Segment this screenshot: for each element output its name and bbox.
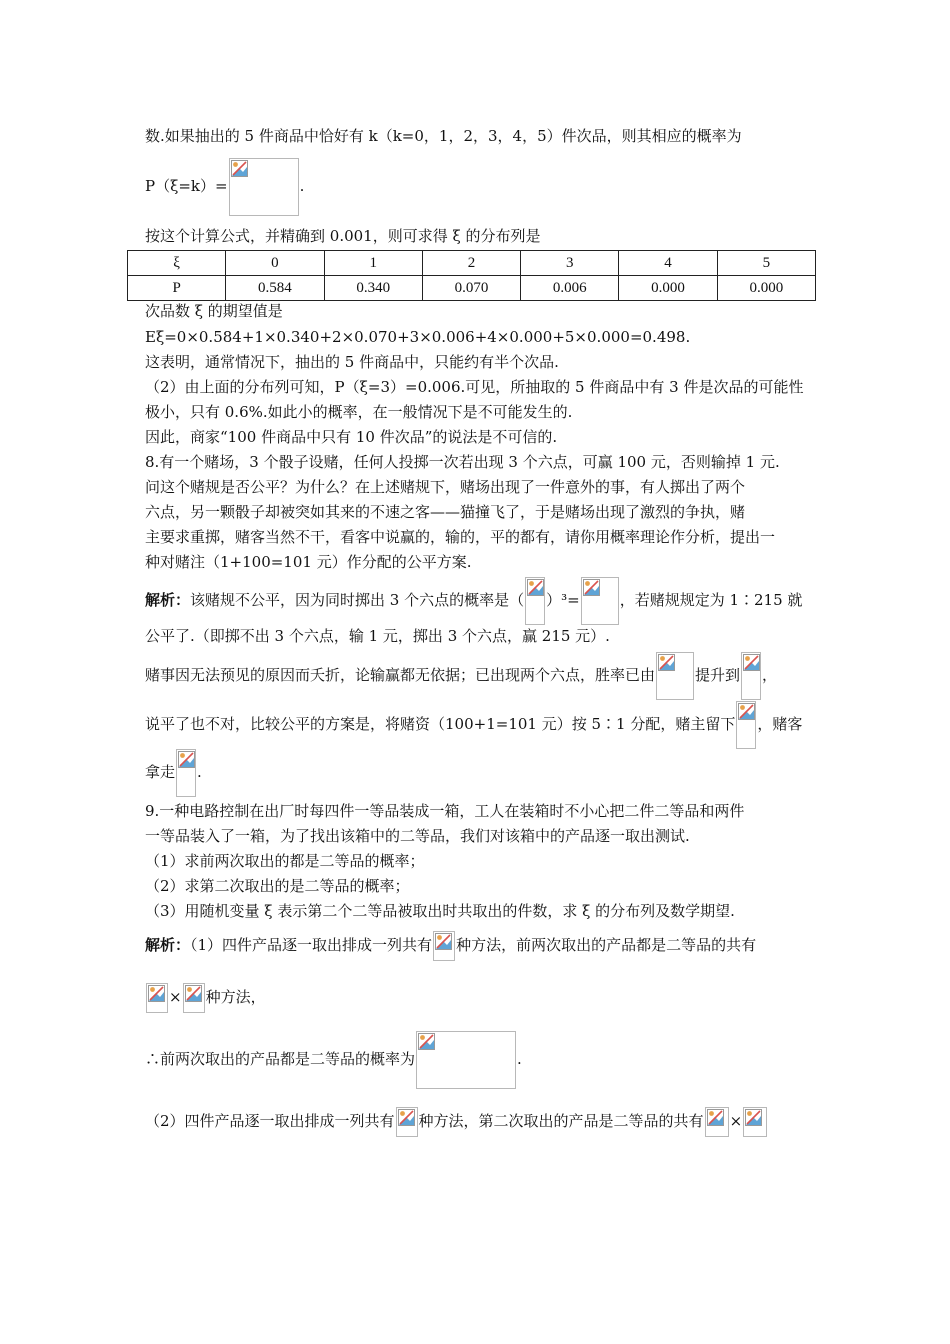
formula-image (656, 652, 694, 700)
formula-image (433, 931, 455, 961)
broken-image-icon (658, 654, 675, 671)
text-fragment: . (197, 763, 202, 781)
text-line: 主要求重掷，赌客当然不干，看客中说赢的，输的，平的都有，请你用概率理论作分析，提出一 (145, 528, 776, 546)
table-cell: 0.584 (226, 276, 324, 301)
text-line: 问这个赌规是否公平？为什么？在上述赌规下，赌场出现了一件意外的事，有人掷出了两个 (145, 478, 746, 496)
text-fragment: ，赌客 (757, 715, 803, 733)
formula-image (176, 749, 196, 797)
broken-image-icon (583, 579, 600, 596)
text-line: 按这个计算公式，并精确到 0.001，则可求得 ξ 的分布列是 (145, 227, 541, 245)
formula-image (146, 983, 168, 1013)
text-line: （2）求第二次取出的是二等品的概率； (145, 877, 410, 895)
text-line: 9.一种电路控制在出厂时每四件一等品装成一箱，工人在装箱时不小心把二件二等品和两件 (145, 802, 745, 820)
formula-image (705, 1107, 729, 1137)
formula-image (743, 1107, 767, 1137)
solution-9-line-4 (145, 1105, 768, 1137)
text-line: 这表明，通常情况下，抽出的 5 件商品中，只能约有半个次品. (145, 353, 559, 371)
text-fragment: 提升到 (695, 666, 741, 684)
text-line: （2）由上面的分布列可知，P（ξ=3）=0.006.可见，所抽取的 5 件商品中有 3 件是次品的可能性 (145, 378, 804, 396)
table-row (128, 251, 816, 276)
formula-image (736, 701, 756, 749)
table-cell: ξ (128, 251, 226, 276)
table-cell: 0 (226, 251, 324, 276)
text-fragment: （2）四件产品逐一取出排成一列共有 (145, 1112, 395, 1130)
broken-image-icon (743, 654, 760, 671)
text-line-pk (145, 157, 304, 216)
table-cell: 4 (619, 251, 717, 276)
formula-image (525, 577, 545, 625)
text-fragment: 种方法， (205, 988, 266, 1006)
table-cell: 3 (521, 251, 619, 276)
text-line: 8.有一个赌场，3 个骰子设赌，任何人投掷一次若出现 3 个六点，可赢 100 元，否则输掉 1 元. (145, 453, 780, 471)
text-fragment: ， (762, 666, 778, 684)
table-cell: 0.000 (717, 276, 815, 301)
text-line: 极小，只有 0.6%.如此小的概率，在一般情况下是不可能发生的. (145, 403, 573, 421)
text-fragment: ∴前两次取出的产品都是二等品的概率为 (145, 1050, 416, 1068)
table-cell: 0.070 (422, 276, 520, 301)
broken-image-icon (738, 703, 755, 720)
solution-9-line-3 (145, 1030, 522, 1089)
solution-label: 解析： (145, 936, 191, 954)
broken-image-icon (418, 1033, 435, 1050)
text-fragment: . (517, 1050, 522, 1068)
text-fragment: ，若赌规规定为 1∶215 就 (619, 591, 803, 609)
solution-9-line-2 (145, 982, 266, 1013)
formula-image (741, 652, 761, 700)
broken-image-icon (148, 985, 165, 1002)
text-fragment: 赌事因无法预见的原因而夭折，论输赢都无依据；已出现两个六点，胜率已由 (145, 666, 656, 684)
text-line: 公平了.（即掷不出 3 个六点，输 1 元，掷出 3 个六点，赢 215 元）. (145, 627, 610, 645)
broken-image-icon (231, 160, 248, 177)
broken-image-icon (398, 1109, 415, 1126)
text-line: 一等品装入了一箱，为了找出该箱中的二等品，我们对该箱中的产品逐一取出测试. (145, 827, 690, 845)
distribution-table (127, 250, 816, 301)
text-line: 六点，另一颗骰子却被突如其来的不速之客——猫撞飞了，于是赌场出现了激烈的争执，赌 (145, 503, 746, 521)
broken-image-icon (185, 985, 202, 1002)
text-fragment: × (729, 1112, 743, 1130)
text-line: 数.如果抽出的 5 件商品中恰好有 k（k=0，1，2，3，4，5）件次品，则其相应的概率为 (145, 127, 742, 145)
solution-9-line-1 (145, 930, 756, 961)
text-fragment: 说平了也不对，比较公平的方案是，将赌资（100+1=101 元）按 5∶1 分配，赌主留下 (145, 715, 736, 733)
table-cell: 1 (324, 251, 422, 276)
broken-image-icon (178, 751, 195, 768)
text-fragment: . (299, 177, 305, 195)
table-cell: 0.000 (619, 276, 717, 301)
text-fragment: 该赌规不公平，因为同时掷出 3 个六点的概率是（ (190, 591, 525, 609)
text-line: （1）求前两次取出的都是二等品的概率； (145, 852, 425, 870)
solution-8-line-1 (145, 576, 802, 625)
text-fragment: × (169, 988, 182, 1006)
table-cell: 5 (717, 251, 815, 276)
formula-image (581, 577, 619, 625)
broken-image-icon (527, 579, 544, 596)
text-fragment: （1）四件产品逐一取出排成一列共有 (190, 936, 433, 954)
text-fragment: 种方法，前两次取出的产品都是二等品的共有 (456, 936, 757, 954)
table-cell: 2 (422, 251, 520, 276)
text-fragment: ）³= (546, 591, 580, 609)
table-cell: 0.006 (521, 276, 619, 301)
text-line: 次品数 ξ 的期望值是 (145, 302, 283, 320)
text-line: Eξ=0×0.584+1×0.340+2×0.070+3×0.006+4×0.000+5×0.000=0.498. (145, 328, 691, 346)
text-fragment: P（ξ=k）= (145, 177, 228, 195)
formula-image (416, 1031, 516, 1089)
table-cell: P (128, 276, 226, 301)
formula-image (396, 1107, 418, 1137)
text-line: 因此，商家“100 件商品中只有 10 件次品”的说法是不可信的. (145, 428, 558, 446)
solution-8-line-5 (145, 748, 202, 797)
text-fragment: 拿走 (145, 763, 176, 781)
table-row (128, 276, 816, 301)
formula-image (183, 983, 205, 1013)
solution-8-line-4 (145, 700, 802, 749)
text-line: （3）用随机变量 ξ 表示第二个二等品被取出时共取出的件数，求 ξ 的分布列及数学期望. (145, 902, 735, 920)
broken-image-icon (745, 1109, 762, 1126)
broken-image-icon (435, 933, 452, 950)
table-cell: 0.340 (324, 276, 422, 301)
solution-8-line-3 (145, 651, 777, 700)
text-fragment: 种方法，第二次取出的产品是二等品的共有 (418, 1112, 704, 1130)
solution-label: 解析： (145, 591, 191, 609)
broken-image-icon (707, 1109, 724, 1126)
formula-image (229, 158, 299, 216)
text-line: 种对赌注（1+100=101 元）作分配的公平方案. (145, 553, 472, 571)
